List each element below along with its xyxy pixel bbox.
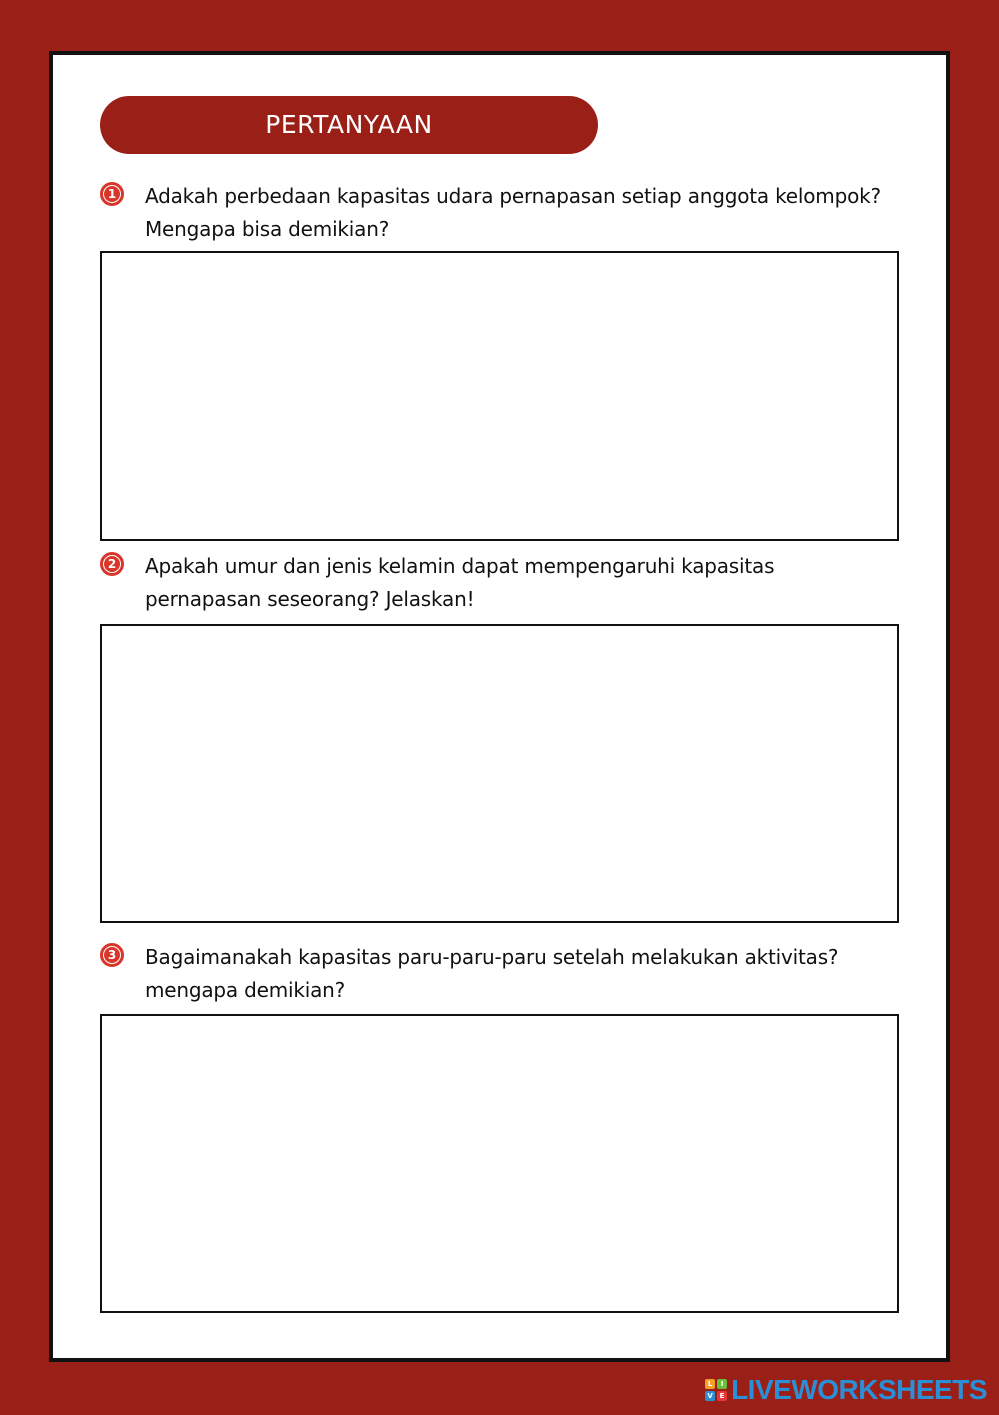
question-2-line-1: Apakah umur dan jenis kelamin dapat mempengaruhi kapasitas (145, 554, 775, 578)
logo-letter-i: I (717, 1379, 727, 1389)
question-3-text (145, 941, 945, 1007)
question-2-text (145, 550, 945, 616)
answer-box-2[interactable] (100, 624, 899, 923)
number-badge-3 (100, 943, 124, 967)
question-1-line-2: Mengapa bisa demikian? (145, 217, 390, 241)
question-3-line-2: mengapa demikian? (145, 978, 346, 1002)
number-badge-3-label: 3 (104, 947, 120, 963)
worksheet-page (49, 51, 950, 1362)
answer-box-1[interactable] (100, 251, 899, 541)
number-badge-2 (100, 552, 124, 576)
question-1-text (145, 180, 945, 246)
logo-letter-e: E (717, 1391, 727, 1401)
question-1-line-1: Adakah perbedaan kapasitas udara pernapasan setiap anggota kelompok? (145, 184, 881, 208)
number-badge-2-label: 2 (104, 556, 120, 572)
number-badge-1 (100, 182, 124, 206)
question-3-line-1: Bagaimanakah kapasitas paru-paru-paru setelah melakukan aktivitas? (145, 945, 839, 969)
logo-letter-v: V (705, 1391, 715, 1401)
liveworksheets-logo-icon (705, 1379, 727, 1401)
page-title: PERTANYAAN (100, 96, 598, 154)
answer-box-3[interactable] (100, 1014, 899, 1313)
logo-letter-l: L (705, 1379, 715, 1389)
question-2-line-2: pernapasan seseorang? Jelaskan! (145, 587, 475, 611)
watermark-text: LIVEWORKSHEETS (731, 1374, 987, 1405)
number-badge-1-label: 1 (104, 186, 120, 202)
liveworksheets-watermark (705, 1375, 987, 1405)
